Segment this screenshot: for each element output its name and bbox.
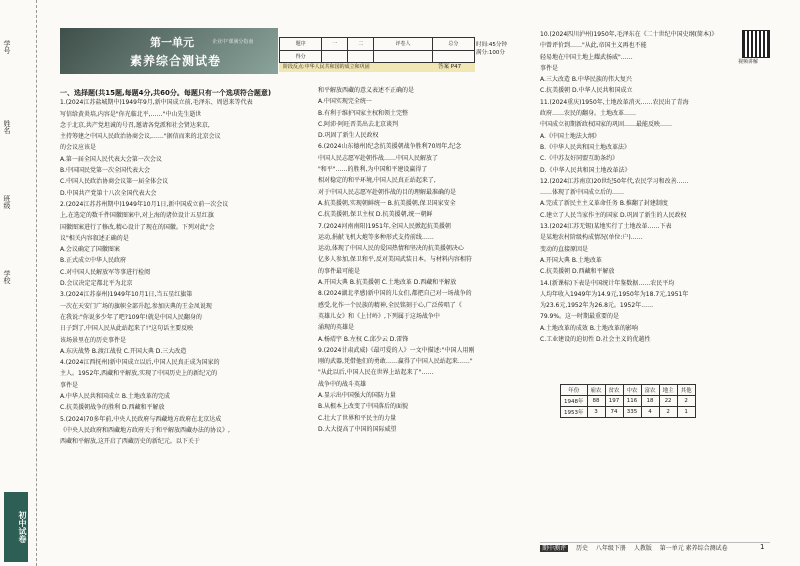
col1-line: 写信给黄炎培,内容是"你光临北平,……"中山先生逝世 bbox=[60, 110, 202, 118]
score-cell[interactable] bbox=[322, 50, 348, 63]
col2-line: 感受,化作一个民族的精神,全民铭刻于心,广泛传唱了《 bbox=[318, 301, 462, 309]
col3-line: ……体现了新中国成立后的…… bbox=[540, 189, 625, 197]
score-cell[interactable] bbox=[432, 50, 474, 63]
table-row bbox=[561, 396, 696, 407]
table-cell: 贫农 bbox=[605, 385, 623, 396]
qr-code[interactable] bbox=[742, 30, 770, 58]
col1-line: 《中央人民政府和西藏地方政府关于和平解放西藏办法的协议》, bbox=[60, 426, 230, 434]
col3-line: 11.(2024重庆)1950年,土地改革消灭……农民出了青海 bbox=[540, 98, 689, 106]
table-cell: 年份 bbox=[561, 385, 588, 396]
series-logo: 初中试卷 bbox=[4, 492, 28, 562]
col3-line: 政府……农民的翻身。土地改革…… bbox=[540, 110, 637, 118]
col1-line: 上,在选定的数千件国徽图案中,对上海的诸位设计五星红旗 bbox=[60, 212, 214, 220]
title-banner bbox=[60, 28, 278, 74]
table-row bbox=[561, 407, 696, 418]
col3-line: 13.(2024江苏无锡)某地实行了土地改革……下表 bbox=[540, 223, 672, 231]
footer-subject: 历史 bbox=[575, 545, 588, 552]
footer-grade: 八年级下册 bbox=[595, 545, 626, 552]
col3-line: 14.(新课标)下表是中国统计年鉴数据……农民平均 bbox=[540, 279, 675, 287]
score-cell: 评卷人 bbox=[374, 38, 432, 51]
table-cell: 富农 bbox=[641, 385, 659, 396]
col1-line: C.对中国人民解放军等事进行检阅 bbox=[60, 268, 151, 276]
column-2 bbox=[318, 86, 528, 436]
unit-title: 第一单元 bbox=[150, 36, 194, 49]
table-cell: 88 bbox=[587, 396, 605, 407]
col2-line: 亿多人参加,保卫和平,反对美国武装日本。与材料内容相符 bbox=[318, 256, 472, 264]
col3-line: 12.(2024江苏南京)20世纪50年代,农民学习和改善…… bbox=[540, 177, 689, 185]
col2-line: A.抗美援朝,实现朝鲜统一 B.抗美援朝,保卫国家安全 bbox=[318, 199, 456, 207]
col2-line: 7.(2024河南南阳)1951年,全国人民掀起抗美援朝 bbox=[318, 222, 451, 230]
table-cell: 中农 bbox=[623, 385, 641, 396]
col3-line: 轻易地在中国土地上耀武扬威"…… bbox=[540, 53, 633, 61]
score-cell: 题序 bbox=[280, 38, 322, 51]
col1-line: B.中国国民党第一次全国代表大会 bbox=[60, 167, 151, 175]
footer-tag: 期中测评 bbox=[542, 545, 567, 552]
col2-line: 和平解放西藏的意义表述不正确的是 bbox=[318, 87, 415, 94]
col1-line: C.中国人民政治协商会议第一届全体会议 bbox=[60, 178, 169, 186]
banner-subtitle: 企业中'课满分指南 bbox=[212, 39, 254, 45]
col1-questions bbox=[60, 98, 300, 447]
col1-line: 在我说:"你说多少年了吧?109年!就是中国人民翻身的 bbox=[60, 313, 202, 321]
col3-line: C.抗美援朝 D.中华人民共和国成立 bbox=[540, 87, 633, 95]
table-cell: 1948年 bbox=[561, 396, 588, 407]
col1-line: D.会议决定定都北平为北京 bbox=[60, 280, 133, 288]
strip-number-label: 学号 bbox=[3, 40, 11, 54]
col3-line: B.《中华人民共和国土地改革法》 bbox=[540, 143, 631, 151]
col3-line: A.三大改造 B.中华民族的伟大复兴 bbox=[540, 76, 632, 84]
col2-line: 战争中的战斗英雄 bbox=[318, 380, 367, 388]
footer-edition: 人教版 bbox=[633, 545, 652, 552]
col2-line: A.开国大典 B.抗美援朝 C.土地改革 D.西藏和平解放 bbox=[318, 279, 457, 287]
col1-line: 西藏和平解放,这开启了西藏历史的新纪元。以下关于 bbox=[60, 438, 200, 446]
table-cell: 335 bbox=[623, 407, 641, 418]
column-3 bbox=[540, 30, 740, 346]
section-heading: 一、选择题(共15题,每题4分,共60分。每题只有一个选项符合题意) bbox=[60, 89, 272, 97]
col2-line: "从此以后,中国人民在世界上站起来了"…… bbox=[318, 369, 434, 377]
col2-line: D.大大提高了中国的国际威望 bbox=[318, 425, 397, 433]
col2-line: 英雄儿女》和《上甘岭》,下列属于这场战争中 bbox=[318, 312, 440, 320]
table-cell: 4 bbox=[641, 407, 659, 418]
answer-reference: 答案 P47 bbox=[438, 64, 462, 70]
col3-line: 10.(2024四川泸州)1950年,毛泽东在《二十世纪中国史纲(简本)》 bbox=[540, 31, 718, 38]
col1-line: 主持筹建之中国人民政治协商会议,……"据信而来的北京会议 bbox=[60, 133, 221, 141]
col2-line: A.中国实现完全统一 bbox=[318, 98, 372, 106]
binding-strip bbox=[0, 0, 37, 566]
col1-line: A.东庆战势 B.渡江战役 C.开国大典 D.三大改造 bbox=[60, 347, 187, 355]
col2-line: 8.(2024湖北孝感)新中国的儿女们,都把自己对一场战争的 bbox=[318, 290, 472, 298]
score-cell[interactable] bbox=[374, 50, 432, 63]
table-cell: 74 bbox=[605, 407, 623, 418]
col2-line: 中国人民志愿军赴朝作战……中国人民解放了 bbox=[318, 154, 439, 162]
col2-line: A.显示出中国强大的国防力量 bbox=[318, 392, 396, 400]
strip-school-label: 学校 bbox=[3, 270, 11, 284]
score-cell[interactable] bbox=[348, 50, 374, 63]
topic-bar: 阶段反点:中华人民共和国的成立和巩固 bbox=[279, 63, 475, 72]
col1-line: 3.(2024江苏泰州)1949年10月1日,当五星红旗第 bbox=[60, 291, 193, 299]
strip-class-label: 班级 bbox=[3, 195, 11, 209]
col1-line: 5.(2024)70多年前,中央人民政府与西藏地方政府在北京达成 bbox=[60, 415, 222, 423]
col1-line: A.会议确定了国徽图案 bbox=[60, 246, 120, 254]
col1-line: 念于北京,共产党坦诚的号召,邀请各党派和社会贤达来京, bbox=[60, 121, 210, 129]
col2-line: B.从根本上改变了中国落后的面貌 bbox=[318, 403, 409, 411]
col2-line: 的事件最可能是 bbox=[318, 267, 361, 275]
test-title: 素养综合测试卷 bbox=[130, 54, 222, 68]
col2-line: 刚的武器,凭借他们的勇敢……赢得了中国人民站起来……" bbox=[318, 358, 473, 366]
table-cell: 18 bbox=[641, 396, 659, 407]
col3-line: 中国成立初期新政权国家的巩固……最能反映…… bbox=[540, 121, 673, 129]
score-cell: 得分 bbox=[280, 50, 322, 63]
time-limit: 时间:45分钟 bbox=[476, 42, 507, 48]
col1-line: 国徽图案进行了修改,精心设计了现在的国徽。下列对此"会 bbox=[60, 223, 215, 231]
col3-line: 79.9%。这一时期最重要的是 bbox=[540, 313, 620, 321]
col3-line: 是某地农村阶级构成情况(单位:户)…… bbox=[540, 234, 643, 242]
col3-line: A.土地改革的成效 B.土地改革的影响 bbox=[540, 324, 638, 332]
col1-line: 一次在天安门广场的旗帜全部升起,参加庆典的王金凤说现 bbox=[60, 302, 212, 310]
col3-line: 变动的直接原因是 bbox=[540, 245, 589, 253]
full-score: 满分:100分 bbox=[476, 50, 505, 56]
score-cell: 二 bbox=[348, 38, 374, 51]
col3-line: A.开国大典 B.土地改革 bbox=[540, 256, 602, 264]
table-header-row bbox=[561, 385, 696, 396]
col1-line: 4.(2024江西抚州)新中国成立以后,中国人民真正成为国家的 bbox=[60, 359, 220, 367]
table-cell: 雇农 bbox=[587, 385, 605, 396]
page-number: 1 bbox=[760, 543, 765, 551]
table-cell: 其他 bbox=[677, 385, 695, 396]
table-cell: 地主 bbox=[659, 385, 677, 396]
table-cell: 1 bbox=[677, 407, 695, 418]
score-cell: 一 bbox=[322, 38, 348, 51]
col1-line: A.第一届全国人民代表大会第一次会议 bbox=[60, 155, 162, 163]
time-box bbox=[476, 41, 507, 57]
col2-line: 运动,体现了中国人民的爱国热情和坚决的抗美援朝决心 bbox=[318, 245, 464, 253]
col1-line: 1.(2024江苏盐城期中)1949年9月,新中国成立前,毛泽东、周恩来等代表 bbox=[60, 99, 253, 107]
class-composition-table bbox=[560, 384, 696, 418]
col3-line: 事件是 bbox=[540, 64, 559, 72]
col1-line: 的会议应该是 bbox=[60, 144, 97, 152]
qr-label: 视频讲解 bbox=[738, 59, 759, 65]
col2-line: C.抗美援朝,保卫主权 D.抗美援朝,统一朝鲜 bbox=[318, 211, 433, 219]
col2-line: C.阿沛·阿旺晋美出去北京谈判 bbox=[318, 120, 399, 128]
col1-line: C.抗美援朝战争的胜利 D.西藏和平解放 bbox=[60, 404, 165, 412]
col2-line: B.有利于维护国家主权和领土完整 bbox=[318, 109, 409, 117]
table-cell: 197 bbox=[605, 396, 623, 407]
col1-line: 日子到了,中国人民从此站起来了!"这句话主要反映 bbox=[60, 325, 194, 333]
col2-questions bbox=[318, 86, 528, 435]
col1-line: 2.(2024江苏苏州期中)1949年10月1日,新中国成立前一次会议 bbox=[60, 200, 229, 208]
table-cell: 2 bbox=[677, 396, 695, 407]
col2-line: 9.(2024甘肃武威)《最可爱的人》一文中描述:"中国人用刚 bbox=[318, 346, 475, 354]
col1-line: 事件是 bbox=[60, 381, 79, 389]
col1-line: D.中国共产党第十八次全国代表大会 bbox=[60, 189, 157, 197]
col2-line: A.杨靖宇 B.左权 C.邱少云 D.雷锋 bbox=[318, 335, 409, 343]
footer-unit: 第一单元 素养综合测试卷 bbox=[659, 545, 728, 552]
col3-line: D.《中华人民共和国土地改革法》 bbox=[540, 166, 631, 174]
col2-line: C.壮大了世界和平民主的力量 bbox=[318, 414, 397, 422]
col3-line: C.《中苏友好同盟互助条约》 bbox=[540, 155, 619, 163]
col2-line: "和平"……的胜利,为中国和平建设赢得了 bbox=[318, 166, 428, 174]
col3-line: 中曾评价到……"从此,帝国主义再也不能 bbox=[540, 42, 647, 50]
col1-line: 议"相关内容叙述正确的是 bbox=[60, 234, 129, 242]
table-cell: 3 bbox=[587, 407, 605, 418]
page-footer bbox=[540, 542, 770, 553]
col2-line: 相对稳定的和平环境,中国人民真正站起来了, bbox=[318, 177, 436, 185]
col1-line: A.中华人民共和国成立 B.土地改革的完成 bbox=[60, 393, 170, 401]
col2-line: 涌现的英雄是 bbox=[318, 324, 355, 332]
col1-line: B.正式成立中华人民政府 bbox=[60, 257, 127, 265]
col1-line: 主人。1952年,西藏和平解放,实现了中国历史上的新纪元的 bbox=[60, 370, 218, 378]
col1-line: 该场景里在的历史事件是 bbox=[60, 336, 127, 344]
col3-line: C.工业建设的迫切性 D.社会主义的优越性 bbox=[540, 336, 651, 344]
table-cell: 2 bbox=[659, 407, 677, 418]
col3-line: C.抗美援朝 D.西藏和平解放 bbox=[540, 268, 615, 276]
table-cell: 1953年 bbox=[561, 407, 588, 418]
col2-line: 对于中国人民志愿军赴朝作战的目的理解最准确的是 bbox=[318, 188, 457, 196]
col2-line: D.巩固了新生人民政权 bbox=[318, 132, 379, 140]
col3-line: C.建立了人民当家作主的国家 D.巩固了新生的人民政权 bbox=[540, 211, 687, 219]
col3-line: 为23.6元,1952年为26.8元。1952年…… bbox=[540, 302, 654, 310]
score-table bbox=[279, 37, 475, 63]
column-1 bbox=[60, 88, 300, 449]
col3-line: A.完成了新民主主义革命任务 B.推翻了封建制度 bbox=[540, 200, 668, 208]
table-cell: 22 bbox=[659, 396, 677, 407]
strip-name-label: 姓名 bbox=[3, 120, 11, 134]
col3-questions bbox=[540, 30, 740, 345]
table-cell: 116 bbox=[623, 396, 641, 407]
col2-line: 6.(2024山东德州)纪念抗美援朝战争胜利70周年,纪念 bbox=[318, 143, 462, 151]
col2-line: 运动,捐献飞机大炮等多种形式支持前线…… bbox=[318, 233, 434, 241]
col3-line: A.《中国土地法大纲》 bbox=[540, 132, 600, 140]
score-cell: 总分 bbox=[432, 38, 474, 51]
col3-line: 人均年收入1949年为14.9元,1950年为18.7元,1951年 bbox=[540, 290, 689, 298]
